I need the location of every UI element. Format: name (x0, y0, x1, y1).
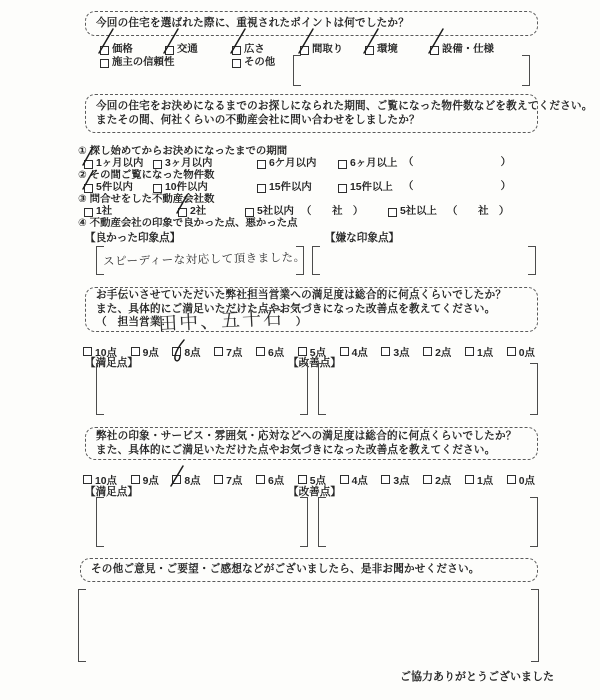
question3-title-line1: お手伝いさせていただいた弊社担当営業への満足度は総合的に何点くらいでしたか？ (96, 289, 507, 302)
question1-box (85, 11, 538, 36)
checkbox-companies-within-5[interactable] (245, 206, 363, 218)
question5-box (80, 558, 538, 582)
sales-score-8[interactable] (172, 344, 200, 359)
score-label: 5点 (309, 476, 326, 487)
checkbox-box (84, 208, 93, 217)
score-label: 0点 (518, 348, 535, 359)
company-improvement-writein-box[interactable] (318, 497, 538, 547)
checkbox-period-3months[interactable] (153, 158, 212, 170)
question4-title-line2: また、具体的にご満足いただけた点やお気づきになった改善点を教えてください。 (96, 443, 496, 456)
companies-unit-parens: （ 社 ） (446, 206, 510, 217)
checkbox-box (172, 347, 181, 356)
question3-title-line2: また、具体的にご満足いただけた点やお気づきになった改善点を教えてください。 (96, 302, 496, 315)
checkbox-box (131, 475, 140, 484)
checkbox-box (214, 347, 223, 356)
checkbox-box (257, 160, 266, 169)
question1-title: 今回の住宅を選ばれた際に、重視されたポイントは何でしたか？ (96, 16, 410, 29)
sub-question-4-label: ④ 不動産会社の印象で良かった点、悪かった点 (78, 218, 298, 229)
sub-question-3-label: ③ 問合せをした不動産会社数 (78, 194, 215, 205)
company-score-7[interactable] (214, 472, 242, 487)
checkbox-box (178, 208, 187, 217)
company-score-2[interactable] (423, 472, 451, 487)
company-satisfaction-label: 【満足点】 (85, 486, 138, 498)
sub-question-2-label: ② その間ご覧になった物件数 (78, 170, 215, 181)
checkbox-properties-over-15[interactable] (338, 182, 393, 194)
checkbox-box (430, 46, 439, 55)
score-label: 3点 (393, 476, 410, 487)
company-score-6[interactable] (256, 472, 284, 487)
question2-box (85, 94, 593, 133)
score-label: 7点 (226, 476, 243, 487)
sales-improvement-writein-box[interactable] (318, 363, 538, 415)
checkbox-box (245, 208, 254, 217)
checkbox-box (84, 160, 93, 169)
question4-title-line1: 弊社の印象・サービス・雰囲気・応対などへの満足度は総合的に何点くらいでしたか？ (96, 430, 517, 442)
checkbox-box (83, 475, 92, 484)
score-label: 10点 (95, 348, 117, 359)
checkbox-box (340, 475, 349, 484)
agent-close-paren: ） (295, 316, 307, 329)
sales-satisfaction-writein-box[interactable] (96, 363, 308, 415)
score-label: 5点 (309, 348, 326, 359)
checkbox-period-1month[interactable] (84, 158, 143, 170)
checkbox-box (100, 59, 109, 68)
checkbox-box (298, 475, 307, 484)
good-impression-label: 【良かった印象点】 (85, 232, 181, 244)
checkbox-box (365, 46, 374, 55)
score-label: 8点 (184, 476, 201, 487)
checkbox-properties-5[interactable] (84, 182, 133, 194)
checkbox-label: 3ヶ月以内 (165, 158, 213, 169)
checkbox-companies-2[interactable] (178, 206, 206, 218)
checkbox-label: 15件以内 (269, 182, 312, 193)
checkbox-box (165, 46, 174, 55)
sales-score-0[interactable] (507, 344, 535, 359)
checkbox-box (338, 184, 347, 193)
question4-box (85, 427, 538, 460)
checkbox-box (507, 475, 516, 484)
checkbox-label: 5社以上 (400, 206, 437, 217)
bad-impression-writein-box[interactable] (312, 246, 536, 275)
sales-score-7[interactable] (214, 344, 242, 359)
company-score-3[interactable] (381, 472, 409, 487)
checkbox-label: 広さ (244, 44, 265, 55)
checkbox-box (300, 46, 309, 55)
checkbox-box (465, 347, 474, 356)
checkbox-label: 設備・仕様 (442, 44, 494, 55)
question5-title: その他ご意見・ご要望・ご感想などがございましたら、是非お聞かせください。 (91, 563, 480, 576)
sales-score-2[interactable] (423, 344, 451, 359)
score-label: 7点 (226, 348, 243, 359)
checkbox-box (153, 160, 162, 169)
company-satisfaction-writein-box[interactable] (96, 497, 308, 547)
checkbox-label: 環境 (377, 44, 398, 55)
company-improvement-label: 【改善点】 (288, 486, 341, 498)
checkbox-box (256, 347, 265, 356)
score-label: 4点 (351, 348, 368, 359)
sales-score-6[interactable] (256, 344, 284, 359)
score-label: 6点 (267, 476, 285, 487)
checkbox-label: 5件以内 (96, 182, 133, 193)
score-label: 8点 (184, 348, 201, 359)
checkbox-box (465, 475, 474, 484)
question3-box (85, 287, 538, 332)
checkbox-label: 5社以内 (257, 206, 294, 217)
checkbox-box (381, 347, 390, 356)
checkbox-box (338, 160, 347, 169)
sales-score-1[interactable] (465, 344, 493, 359)
checkbox-label: 6ケ月以内 (269, 158, 317, 169)
score-label: 2点 (435, 348, 452, 359)
question2-title-line2: またその間、何社くらいの不動産会社に問い合わせをしましたか？ (96, 113, 420, 126)
checkbox-price[interactable] (100, 44, 133, 56)
score-label: 0点 (518, 476, 535, 487)
checkbox-box (100, 46, 109, 55)
checkbox-other[interactable] (232, 57, 275, 69)
checkbox-box (388, 208, 397, 217)
checkbox-label: 交通 (177, 44, 198, 55)
company-score-8[interactable] (172, 472, 200, 487)
agent-name-handwritten: 田中、五十石 (157, 306, 285, 336)
checkbox-box (423, 475, 432, 484)
checkbox-box (507, 347, 516, 356)
checkbox-box (257, 184, 266, 193)
checkbox-box (423, 347, 432, 356)
company-score-1[interactable] (465, 472, 493, 487)
checkbox-period-over-6months[interactable] (338, 158, 397, 170)
checkbox-label: 15件以上 (350, 182, 393, 193)
checkbox-box (232, 46, 241, 55)
sales-score-4[interactable] (340, 344, 368, 359)
companies-unit-parens: （ 社 ） (300, 206, 364, 217)
checkbox-companies-1[interactable] (84, 206, 112, 218)
checkbox-label: 1社 (96, 206, 113, 217)
checkbox-size[interactable] (232, 44, 265, 56)
bad-impression-label: 【嫌な印象点】 (325, 232, 400, 244)
score-label: 2点 (435, 476, 452, 487)
checkbox-properties-10[interactable] (153, 182, 208, 194)
sales-satisfaction-label: 【満足点】 (85, 357, 138, 369)
score-label: 1点 (476, 476, 494, 487)
score-label: 4点 (351, 476, 368, 487)
checkbox-box (214, 475, 223, 484)
checkbox-transport[interactable] (165, 44, 198, 56)
score-label: 9点 (142, 348, 159, 359)
checkbox-label: 間取り (312, 44, 344, 55)
properties-writein-parens[interactable] (403, 181, 511, 193)
thank-you-note: ご協力ありがとうございました (400, 671, 554, 683)
close-paren: ） (500, 181, 511, 192)
checkbox-label: 1ヶ月以内 (96, 158, 144, 169)
checkbox-box (256, 475, 265, 484)
period-writein-parens[interactable] (403, 157, 511, 169)
score-label: 9点 (142, 476, 159, 487)
open-paren: （ (403, 157, 414, 168)
sub-question-1-label: ① 探し始めてからお決めになったまでの期間 (78, 146, 288, 157)
checkbox-properties-15[interactable] (257, 182, 312, 194)
checkbox-box (84, 184, 93, 193)
score-label: 3点 (393, 348, 410, 359)
checkbox-period-6months[interactable] (257, 158, 316, 170)
company-score-4[interactable] (340, 472, 368, 487)
checkbox-label: 施主の信頼性 (112, 57, 175, 68)
checkbox-label: 10件以内 (165, 182, 208, 193)
sales-score-3[interactable] (381, 344, 409, 359)
checkbox-box (381, 475, 390, 484)
company-score-0[interactable] (507, 472, 535, 487)
checkbox-companies-over-5[interactable] (388, 206, 509, 218)
checkbox-label: 価格 (112, 44, 133, 55)
checkbox-box (153, 184, 162, 193)
checkbox-owner-trust[interactable] (100, 57, 174, 69)
score-label: 6点 (267, 348, 285, 359)
other-writein-box[interactable] (293, 55, 530, 86)
good-impression-handwritten-note: スピーディーな対応して頂きました。 (102, 249, 306, 269)
sales-improvement-label: 【改善点】 (288, 357, 341, 369)
checkbox-label: 2社 (190, 206, 207, 217)
other-comments-writein-box[interactable] (78, 589, 539, 662)
checkbox-box (172, 475, 181, 484)
open-paren: （ (403, 181, 414, 192)
checkbox-label: 6ヶ月以上 (350, 158, 398, 169)
question2-title-line1: 今回の住宅をお決めになるまでのお探しになられた期間、ご覧になった物件数などを教えてください。 (96, 100, 593, 112)
close-paren: ） (500, 157, 511, 168)
score-label: 10点 (95, 476, 117, 487)
checkbox-label: その他 (244, 57, 276, 68)
checkbox-box (232, 59, 241, 68)
score-label: 1点 (476, 348, 494, 359)
agent-name-label: （ 担当営業： (96, 316, 172, 329)
